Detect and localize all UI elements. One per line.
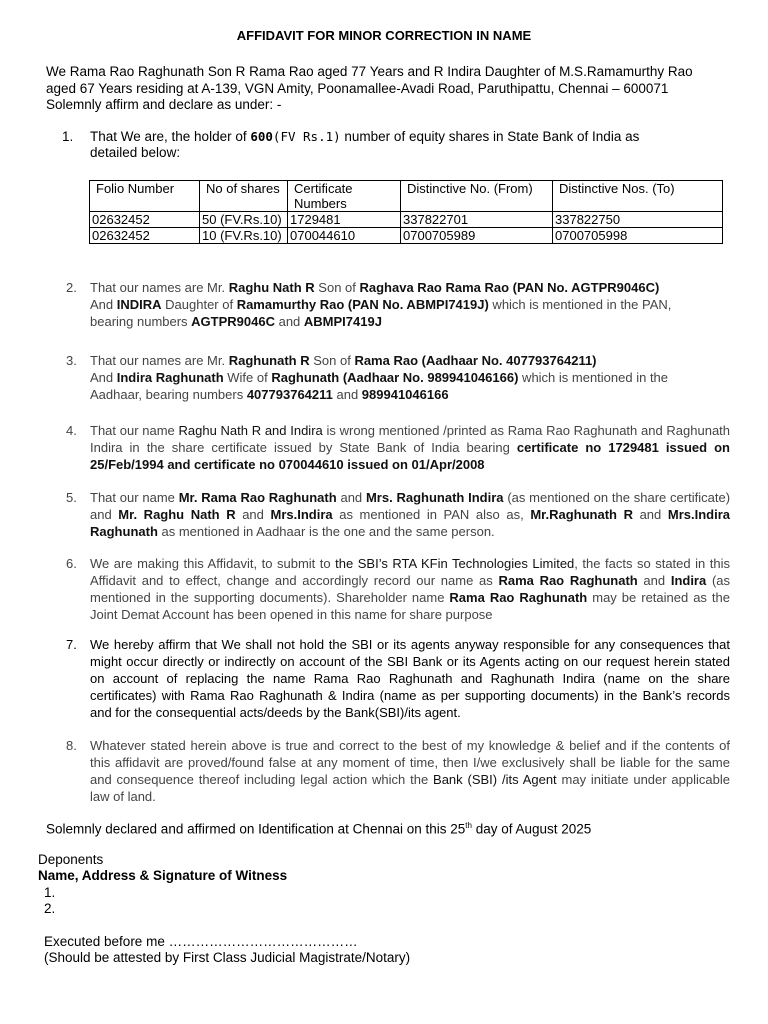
paragraph-4: 4. That our name Raghu Nath R and Indira is wrong mentioned /printed as Rama Rao Raghunath and Raghunath Indira in the share certificate issued by State Bank of India bearing certificate no 1729481 issued on 25/Feb/1994 and certificate no 070044610 issued on 01/Apr/2008 [66,423,731,472]
table-cell: 0700705998 [553,228,723,244]
col-header: Distinctive Nos. (To) [553,181,723,212]
attestation-note: (Should be attested by First Class Judicial Magistrate/Notary) [44,950,411,965]
col-header: Distinctive No. (From) [401,181,553,212]
table-cell: 02632452 [90,228,200,244]
table-cell: 337822750 [553,212,723,228]
table-cell: 070044610 [288,228,401,244]
table-cell: 10 (FV.Rs.10) [200,228,288,244]
paragraph-7: 7. We hereby affirm that We shall not hold the SBI or its agents anyway responsible for any consequences that might occur directly or indirectly on account of the SBI Bank or its Agents acting on our request herein stated on account of replacing the name Rama Rao Raghunath and Raghunath Indira (name on the share certificates) with Rama Rao Raghunath & Indira (name as per supporting documents) in the Bank’s records and for the consequential acts/deeds by the Bank(SBI)/its agent. [66,637,730,720]
declaration-line: Solemnly declared and affirmed on Identification at Chennai on this 25th day of August 2025 [46,821,592,837]
col-header: No of shares [200,181,288,212]
col-header: Certificate Numbers [288,181,401,212]
witness-1-line: 1. [44,885,56,900]
executed-before-line: Executed before me …………………………………… [44,934,358,949]
table-cell: 02632452 [90,212,200,228]
paragraph-2: 2. That our names are Mr. Raghu Nath R Son of Raghava Rao Rama Rao (PAN No. AGTPR9046C) And INDIRA Daughter of Ramamurthy Rao (PAN No. ABMPI7419J) which is mentioned in the PAN, bearing numbers AGTPR9046C and ABMPI7419J [66,280,672,329]
paragraph-number: 1. [62,129,74,144]
table-cell: 337822701 [401,212,553,228]
shares-table [89,180,723,244]
paragraph-3: 3. That our names are Mr. Raghunath R Son of Rama Rao (Aadhaar No. 407793764211) And Indira Raghunath Wife of Raghunath (Aadhaar No. 989941046166) which is mentioned in the Aadhaar, bearing numbers 407793764211 and 989941046166 [66,353,669,402]
witness-heading: Name, Address & Signature of Witness [38,868,288,883]
table-cell: 1729481 [288,212,401,228]
table-header-row [90,181,723,212]
table-cell: 50 (FV.Rs.10) [200,212,288,228]
col-header: Folio Number [90,181,200,212]
paragraph-1: 1. That We are, the holder of 600(FV Rs.1) number of equity shares in State Bank of India as detailed below: [62,129,640,160]
paragraph-6: 6. We are making this Affidavit, to submit to the SBI’s RTA KFin Technologies Limited, the facts so stated in this Affidavit and to effect, change and accordingly record our name as Rama Rao Raghunath and Indira (as mentioned in the supporting documents). Shareholder name Rama Rao Raghunath may be retained as the Joint Demat Account has been opened in this name for share purpose [66,556,730,622]
document-title: AFFIDAVIT FOR MINOR CORRECTION IN NAME [236,28,532,43]
witness-2-line: 2. [44,901,56,916]
share-count: 600 [250,129,273,144]
paragraph-5: 5. That our name Mr. Rama Rao Raghunath and Mrs. Raghunath Indira (as mentioned on the share certificate) and Mr. Raghu Nath R and Mrs.Indira as mentioned in PAN also as, Mr.Raghunath R and Mrs.Indira Raghunath as mentioned in Aadhaar is the one and the same person. [66,490,731,539]
table-row [90,212,723,228]
intro-paragraph: We Rama Rao Raghunath Son R Rama Rao aged 77 Years and R Indira Daughter of M.S.Ramamurthy Rao aged 67 Years residing at A-139, VGN Amity, Poonamallee-Avadi Road, Paruthipattu, Chennai – 600071 Solemnly affirm and declare as under: - [46,64,693,112]
deponents-label: Deponents [38,852,104,867]
paragraph-8: 8. Whatever stated herein above is true and correct to the best of my knowledge & belief and if the contents of this affidavit are proved/found false at any moment of time, then I/we exclusively shall be liable for the same and consequence thereof including legal action which the Bank (SBI) /its Agent may initiate under applicable law of land. [66,738,730,804]
table-row [90,228,723,244]
table-cell: 0700705989 [401,228,553,244]
